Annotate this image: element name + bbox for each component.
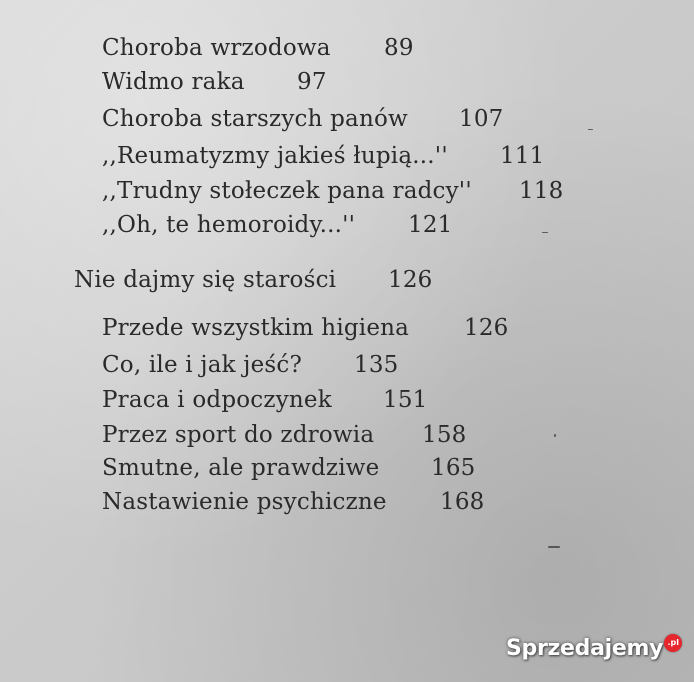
toc-entry-title: Przez sport do zdrowia [102,422,375,448]
toc-entry-page: 89 [384,35,414,61]
watermark-badge-text: .pl [667,638,679,647]
toc-entry-title: Choroba wrzodowa [102,35,331,61]
toc-entry-title: Przede wszystkim higiena [102,315,410,341]
toc-section-title: Nie dajmy się starości [74,267,337,293]
toc-entry [102,210,453,240]
toc-entry-page: 97 [297,69,327,95]
paper-speck [548,546,560,548]
toc-entry [102,141,545,171]
toc-entry [102,313,509,343]
toc-entry-title: ,,Oh, te hemoroidy...'' [102,212,356,238]
toc-entry-page: 158 [422,422,467,448]
toc-entry [102,67,327,97]
toc-entry-page: 107 [459,106,504,132]
paper-speck [554,434,556,437]
toc-entry-page: 168 [440,489,485,515]
toc-entry-page: 126 [464,315,509,341]
paper-speck [542,232,548,233]
toc-entry [102,487,485,517]
toc-entry-title: Praca i odpoczynek [102,387,332,413]
toc-entry-page: 111 [500,143,545,169]
toc-entry-title: Smutne, ale prawdziwe [102,455,380,481]
toc-entry-page: 135 [354,352,399,378]
toc-section-page: 126 [388,267,433,293]
watermark-logo [506,632,682,666]
toc-entry [102,104,504,134]
toc-entry-title: Choroba starszych panów [102,106,408,132]
toc-entry-title: ,,Trudny stołeczek pana radcy'' [102,178,472,204]
toc-entry-title: ,,Reumatyzmy jakieś łupią...'' [102,143,448,169]
toc-entry [102,350,399,380]
toc-entry [102,176,564,206]
paper-speck [588,129,593,130]
toc-entry-title: Widmo raka [102,69,245,95]
toc-entry-page: 121 [408,212,453,238]
toc-entry-page: 118 [519,178,564,204]
toc-section [74,265,433,295]
toc-entry-page: 151 [383,387,428,413]
toc-entry-title: Co, ile i jak jeść? [102,352,303,378]
toc-entry-page: 165 [431,455,476,481]
toc-entry-title: Nastawienie psychiczne [102,489,387,515]
watermark-text: Sprzedajemy [506,636,664,661]
toc-entry [102,385,428,415]
toc-entry [102,33,414,63]
toc-entry [102,420,467,450]
watermark-badge-icon [664,634,682,652]
toc-entry [102,453,476,483]
